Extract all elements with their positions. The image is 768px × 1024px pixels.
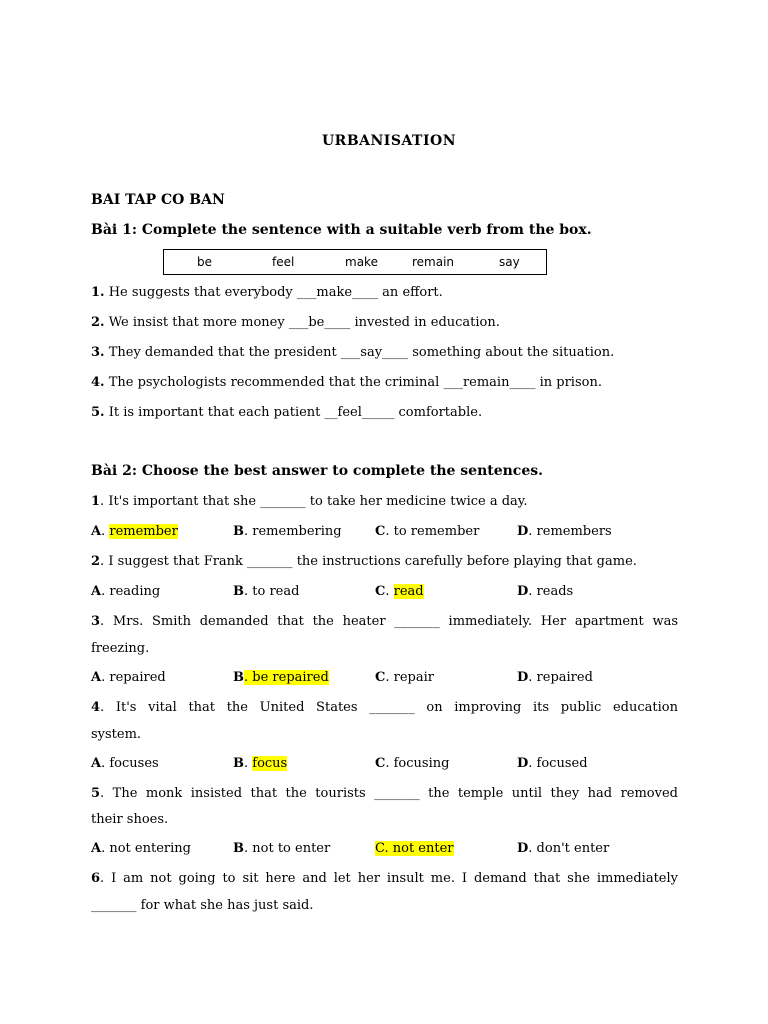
option-b: B. to read (233, 584, 300, 599)
word-make: make (345, 255, 378, 269)
option-b: B. be repaired (233, 670, 329, 685)
exercise-1-instruction: Complete the sentence with a suitable verb from the box. (141, 222, 592, 238)
question: 2. I suggest that Frank _______ the instructions carefully before playing that game. (91, 554, 637, 569)
ex1-item: 2. We insist that more money ___be____ invested in education. (91, 315, 500, 330)
option-d: D. reads (517, 584, 574, 599)
word-box (163, 249, 547, 275)
option-d: D. repaired (517, 670, 593, 685)
option-c: C. read (375, 584, 424, 599)
exercise-1-number: Bài 1: (91, 222, 138, 238)
option-c: C. focusing (375, 756, 450, 771)
exercise-2-instruction: Choose the best answer to complete the sentences. (141, 463, 543, 479)
option-a: A. repaired (91, 670, 166, 685)
option-c: C. to remember (375, 524, 480, 539)
option-c: C. repair (375, 670, 434, 685)
exercise-1-heading (91, 222, 592, 238)
question: 1. It's important that she _______ to take her medicine twice a day. (91, 494, 528, 509)
option-c: C. not enter (375, 841, 454, 856)
option-a: A. reading (91, 584, 161, 599)
word-say: say (499, 255, 520, 269)
option-a: A. not entering (91, 841, 191, 856)
exercise-2-number: Bài 2: (91, 463, 138, 479)
word-remain: remain (412, 255, 455, 269)
word-feel: feel (272, 255, 295, 269)
question: 4. It's vital that the United States _______ on improving its public education (91, 700, 678, 715)
option-b: B. remembering (233, 524, 342, 539)
ex1-item: 3. They demanded that the president ___say____ something about the situation. (91, 345, 615, 360)
option-b: B. not to enter (233, 841, 331, 856)
question-continuation: system. (91, 727, 142, 742)
section-heading: BAI TAP CO BAN (91, 192, 225, 208)
option-a: A. focuses (91, 756, 159, 771)
question-continuation: _______ for what she has just said. (91, 898, 314, 913)
question: 6. I am not going to sit here and let her insult me. I demand that she immediately (91, 871, 678, 886)
question: 3. Mrs. Smith demanded that the heater _______ immediately. Her apartment was (91, 614, 678, 629)
question-continuation: their shoes. (91, 812, 169, 827)
page-title: URBANISATION (321, 133, 457, 149)
ex1-item: 5. It is important that each patient __feel_____ comfortable. (91, 405, 483, 420)
ex1-item: 4. The psychologists recommended that the criminal ___remain____ in prison. (91, 375, 602, 390)
option-b: B. focus (233, 756, 288, 771)
exercise-2-heading (91, 463, 543, 479)
word-be: be (197, 255, 212, 269)
option-d: D. focused (517, 756, 588, 771)
ex1-item: 1. He suggests that everybody ___make____ an effort. (91, 285, 443, 300)
option-d: D. remembers (517, 524, 612, 539)
question-continuation: freezing. (91, 641, 150, 656)
option-d: D. don't enter (517, 841, 610, 856)
question: 5. The monk insisted that the tourists _______ the temple until they had removed (91, 786, 678, 801)
option-a: A. remember (91, 524, 178, 539)
